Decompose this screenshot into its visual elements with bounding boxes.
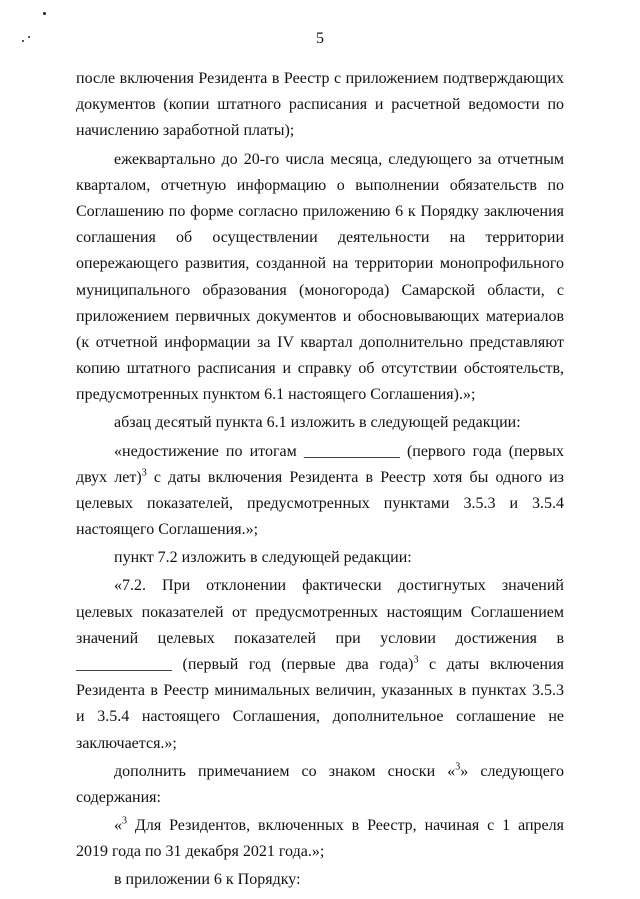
paragraph-text: с даты включения Резидента в Реестр хотя бы одного из целевых показателей, предусмотренных пунктами 3.5.3 и 3.5.4 настоящего Соглашения.»; xyxy=(76,468,564,539)
paragraph-text: с даты включения Резидента в Реестр минимальных величин, указанных в пунктах 3.5.3 и 3.5.4 настоящего Соглашения, дополнительное соглашение не заключается.»; xyxy=(76,655,564,752)
footnote-mark: 3 xyxy=(122,815,127,827)
paragraph: в приложении 6 к Порядку: xyxy=(114,871,301,889)
footnote-mark: 3 xyxy=(455,761,461,773)
paragraph: ежеквартально до 20-го числа месяца, следующего за отчетным кварталом, отчетную информацию о выполнении обязательств по Соглашению по форме согласно приложению 6 к Порядку заключения соглашения об осуществлении деятельности на территории опережающего развития, созданной на территории монопрофильного муниципального образования (моногорода) Самарской области, с приложением первичных документов и обосновывающих материалов (к отчетной информации за IV квартал дополнительно представляют копию штатного расписания и справку об отсутствии обстоятельств, предусмотренных пунктом 6.1 настоящего Соглашения).»; xyxy=(76,150,564,404)
page-number: 5 xyxy=(316,30,324,47)
paragraph xyxy=(76,573,564,756)
paragraph xyxy=(76,439,564,544)
paragraph xyxy=(76,813,564,865)
scan-speck xyxy=(43,12,46,15)
paragraph-text: » следующего содержания: xyxy=(76,762,564,806)
paragraph: абзац десятый пункта 6.1 изложить в следующей редакции: xyxy=(114,414,521,432)
paragraph-text: «недостижение по итогам ____________ (первого года (первых двух лет) xyxy=(76,442,564,486)
footnote-mark: 3 xyxy=(413,654,419,666)
paragraph-text: «7.2. При отклонении фактически достигнутых значений целевых показателей от предусмотренных настоящим Соглашением значений целевых показателей при условии достижения в ____________ (первый год (первые два года) xyxy=(76,577,564,673)
document-body xyxy=(76,66,564,895)
paragraph-text: « xyxy=(114,816,122,834)
paragraph: пункт 7.2 изложить в следующей редакции: xyxy=(114,549,412,567)
paragraph: после включения Резидента в Реестр с приложением подтверждающих документов (копии штатного расписания и расчетной ведомости по начислению заработной платы); xyxy=(76,70,564,140)
footnote-mark: 3 xyxy=(141,467,147,479)
paragraph-text: Для Резидентов, включенных в Реестр, начиная с 1 апреля 2019 года по 31 декабря 2021 года.»; xyxy=(76,816,564,861)
paragraph xyxy=(76,759,564,811)
paragraph-text: дополнить примечанием со знаком сноски « xyxy=(114,762,456,780)
